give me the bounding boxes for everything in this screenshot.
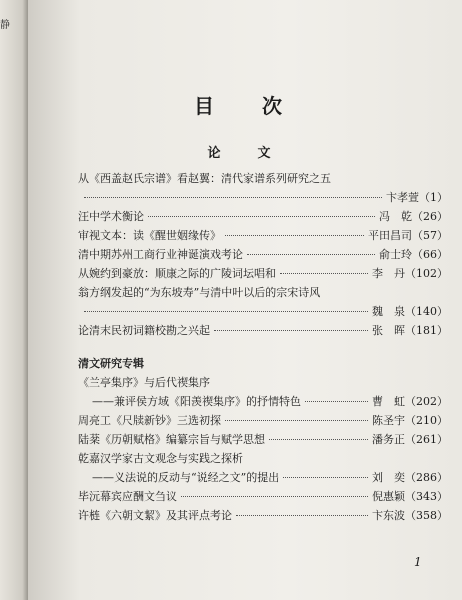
toc-entry-title: 乾嘉汉学家古文观念与实践之探析 [78,452,243,465]
toc-entry-title: ——义法说的反动与“说经之文”的提出 [92,471,280,484]
toc-entry [78,208,448,227]
left-page-text: 静 [0,20,10,31]
page-number: 1 [414,555,422,569]
leader-dots [283,477,368,478]
toc-entry-author-page: 李 丹（102） [372,267,448,280]
leader-dots [214,330,368,331]
section-heading-papers: 论 文 [207,146,283,161]
leader-dots [236,515,368,516]
toc-entry-author-page: 倪惠颖（343） [372,490,448,503]
toc-entry [78,412,448,431]
toc-entry-author-page: 曹 虹（202） [372,395,448,408]
leader-dots [247,254,375,255]
toc-entry-author-page: 魏 泉（140） [372,305,448,318]
leader-dots [269,439,368,440]
leader-dots [148,216,375,217]
toc-entry [78,170,448,189]
toc-entry-title: 毕沅幕宾应酬文刍议 [78,490,177,503]
toc-entry-author-page: 陈圣宇（210） [372,414,448,427]
bleed-through-text [178,12,458,152]
toc-entry [78,374,448,393]
toc-entry-author-page: 卞东波（358） [372,509,448,522]
toc-entry-title: 审视文本：读《醒世姻缘传》 [78,229,221,242]
toc-entry-title: 从《西盖赵氏宗谱》看赵翼：清代家谱系列研究之五 [78,172,331,185]
toc-entry [78,227,448,246]
leader-dots [225,235,364,236]
leader-dots [181,496,368,497]
toc-entry-title: 周亮工《尺牍新钞》三选初探 [78,414,221,427]
toc-entry [78,393,448,412]
leader-dots [225,420,368,421]
toc-entry-title: 清中期苏州工商行业神诞演戏考论 [78,248,243,261]
toc-entry-author-page: 卞孝萱（1） [386,191,448,204]
leader-dots [84,197,382,198]
toc-entry [78,265,448,284]
toc-entry-author-page: 张 晖（181） [372,324,448,337]
book-page [28,0,462,600]
toc-entry-author-page: 平田昌司（57） [368,229,448,242]
left-page [0,0,28,600]
page-title: 目 次 [194,94,296,118]
toc-list [78,170,448,526]
toc-entry [78,488,448,507]
section-heading-qing-prose [78,355,448,374]
toc-entry [78,284,448,303]
toc-entry [78,322,448,341]
toc-entry-author-page: 潘务正（261） [372,433,448,446]
toc-entry-author-page: 冯 乾（26） [379,210,448,223]
toc-entry-title: 汪中学术衡论 [78,210,144,223]
toc-entry-title: 许梿《六朝文絜》及其评点考论 [78,509,232,522]
toc-entry [78,469,448,488]
toc-entry-title: ——兼评侯方域《阳羡禊集序》的抒情特色 [92,395,301,408]
leader-dots [305,401,368,402]
toc-entry-author-page: 俞士玲（66） [379,248,448,261]
toc-entry [78,507,448,526]
toc-group-papers [78,170,448,341]
toc-entry [78,189,448,208]
toc-entry-author-page: 刘 奕（286） [372,471,448,484]
leader-dots [280,273,368,274]
toc-entry-title: 翁方纲发起的“为东坡寿”与清中叶以后的宗宋诗风 [78,286,321,299]
toc-entry [78,303,448,322]
toc-entry-title: 《兰亭集序》与后代禊集序 [78,376,210,389]
toc-group-qing-prose [78,374,448,526]
toc-entry [78,246,448,265]
toc-entry-title: 论清末民初词籍校勘之兴起 [78,324,210,337]
toc-entry-title: 从婉约到豪放：顺康之际的广陵词坛唱和 [78,267,276,280]
toc-entry-title: 陆棻《历朝赋格》编纂宗旨与赋学思想 [78,433,265,446]
leader-dots [84,311,368,312]
section-heading-text: 清文研究专辑 [78,357,144,370]
toc-entry [78,450,448,469]
toc-entry [78,431,448,450]
